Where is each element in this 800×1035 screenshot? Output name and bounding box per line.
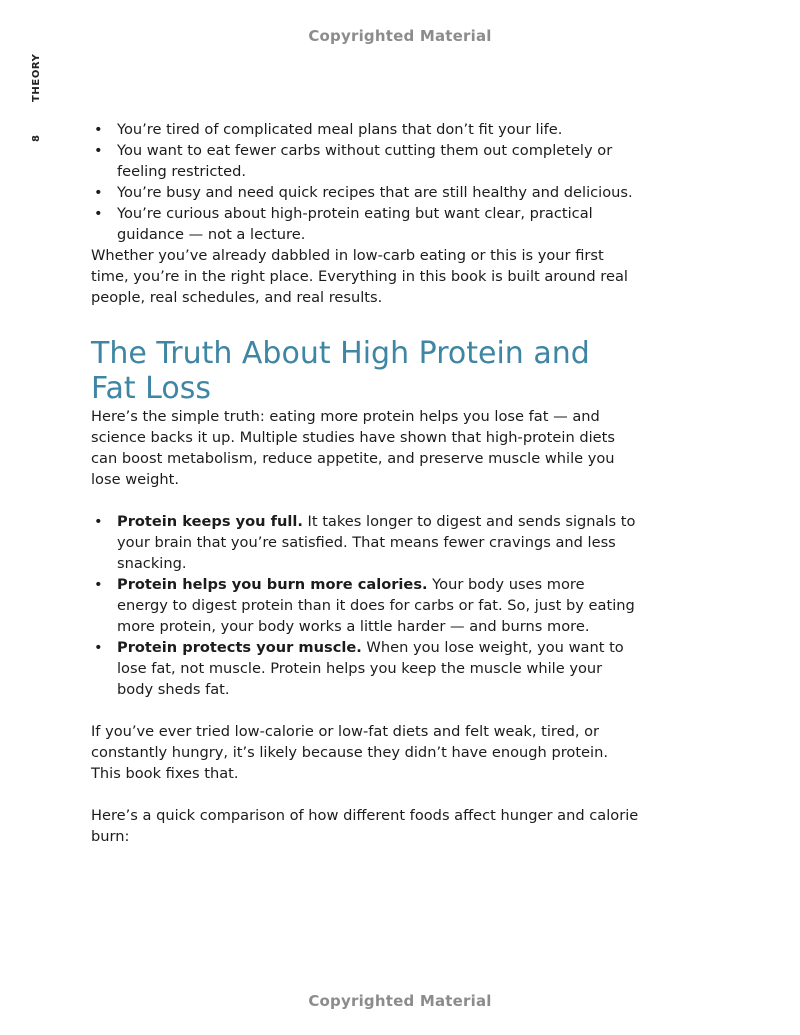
benefit-title: Protein protects your muscle.	[117, 639, 362, 656]
list-item: • You’re tired of complicated meal plans that don’t fit your life.	[91, 119, 639, 140]
benefit-title: Protein keeps you full.	[117, 513, 303, 530]
intro-paragraph: Whether you’ve already dabbled in low-carb eating or this is your first time, you’re in the right place. Everything in this book is built around real people, real schedules, and real results.	[91, 247, 628, 306]
list-item: • You’re curious about high-protein eating but want clear, practical guidance — not a lecture.	[91, 203, 639, 245]
list-item: • You want to eat fewer carbs without cutting them out completely or feeling restricted.	[91, 140, 639, 182]
copyright-watermark-bottom: Copyrighted Material	[308, 992, 492, 1010]
list-item	[91, 511, 639, 574]
benefit-text: Your body uses more energy to digest protein than it does for carbs or fat. So, just by eating more protein, your body works a little harder — and burns more.	[117, 576, 635, 635]
benefits-bullet-list	[91, 511, 639, 700]
intro-bullet-list	[91, 119, 639, 245]
section-heading: The Truth About High Protein and Fat Loss	[91, 336, 590, 406]
benefit-text: When you lose weight, you want to lose fat, not muscle. Protein helps you keep the muscle while your body sheds fat.	[117, 639, 624, 698]
closing-paragraph: If you’ve ever tried low-calorie or low-fat diets and felt weak, tired, or constantly hungry, it’s likely because they didn’t have enough protein. This book fixes that.	[91, 723, 608, 782]
section-lead-paragraph: Here’s the simple truth: eating more protein helps you lose fat — and science backs it up. Multiple studies have shown that high-protein diets can boost metabolism, reduce appetite, and preserve muscle while you lose weight.	[91, 408, 615, 488]
running-section-label: THEORY	[31, 53, 42, 102]
copyright-watermark-top: Copyrighted Material	[308, 27, 492, 45]
list-item: • You’re busy and need quick recipes that are still healthy and delicious.	[91, 182, 639, 203]
benefit-title: Protein helps you burn more calories.	[117, 576, 428, 593]
benefit-text: It takes longer to digest and sends signals to your brain that you’re satisfied. That means fewer cravings and less snacking.	[117, 513, 636, 572]
list-item	[91, 637, 639, 700]
list-item	[91, 574, 639, 637]
comparison-intro-paragraph: Here’s a quick comparison of how different foods affect hunger and calorie burn:	[91, 807, 639, 845]
page-body	[91, 119, 639, 847]
page-number: 8	[31, 135, 42, 142]
